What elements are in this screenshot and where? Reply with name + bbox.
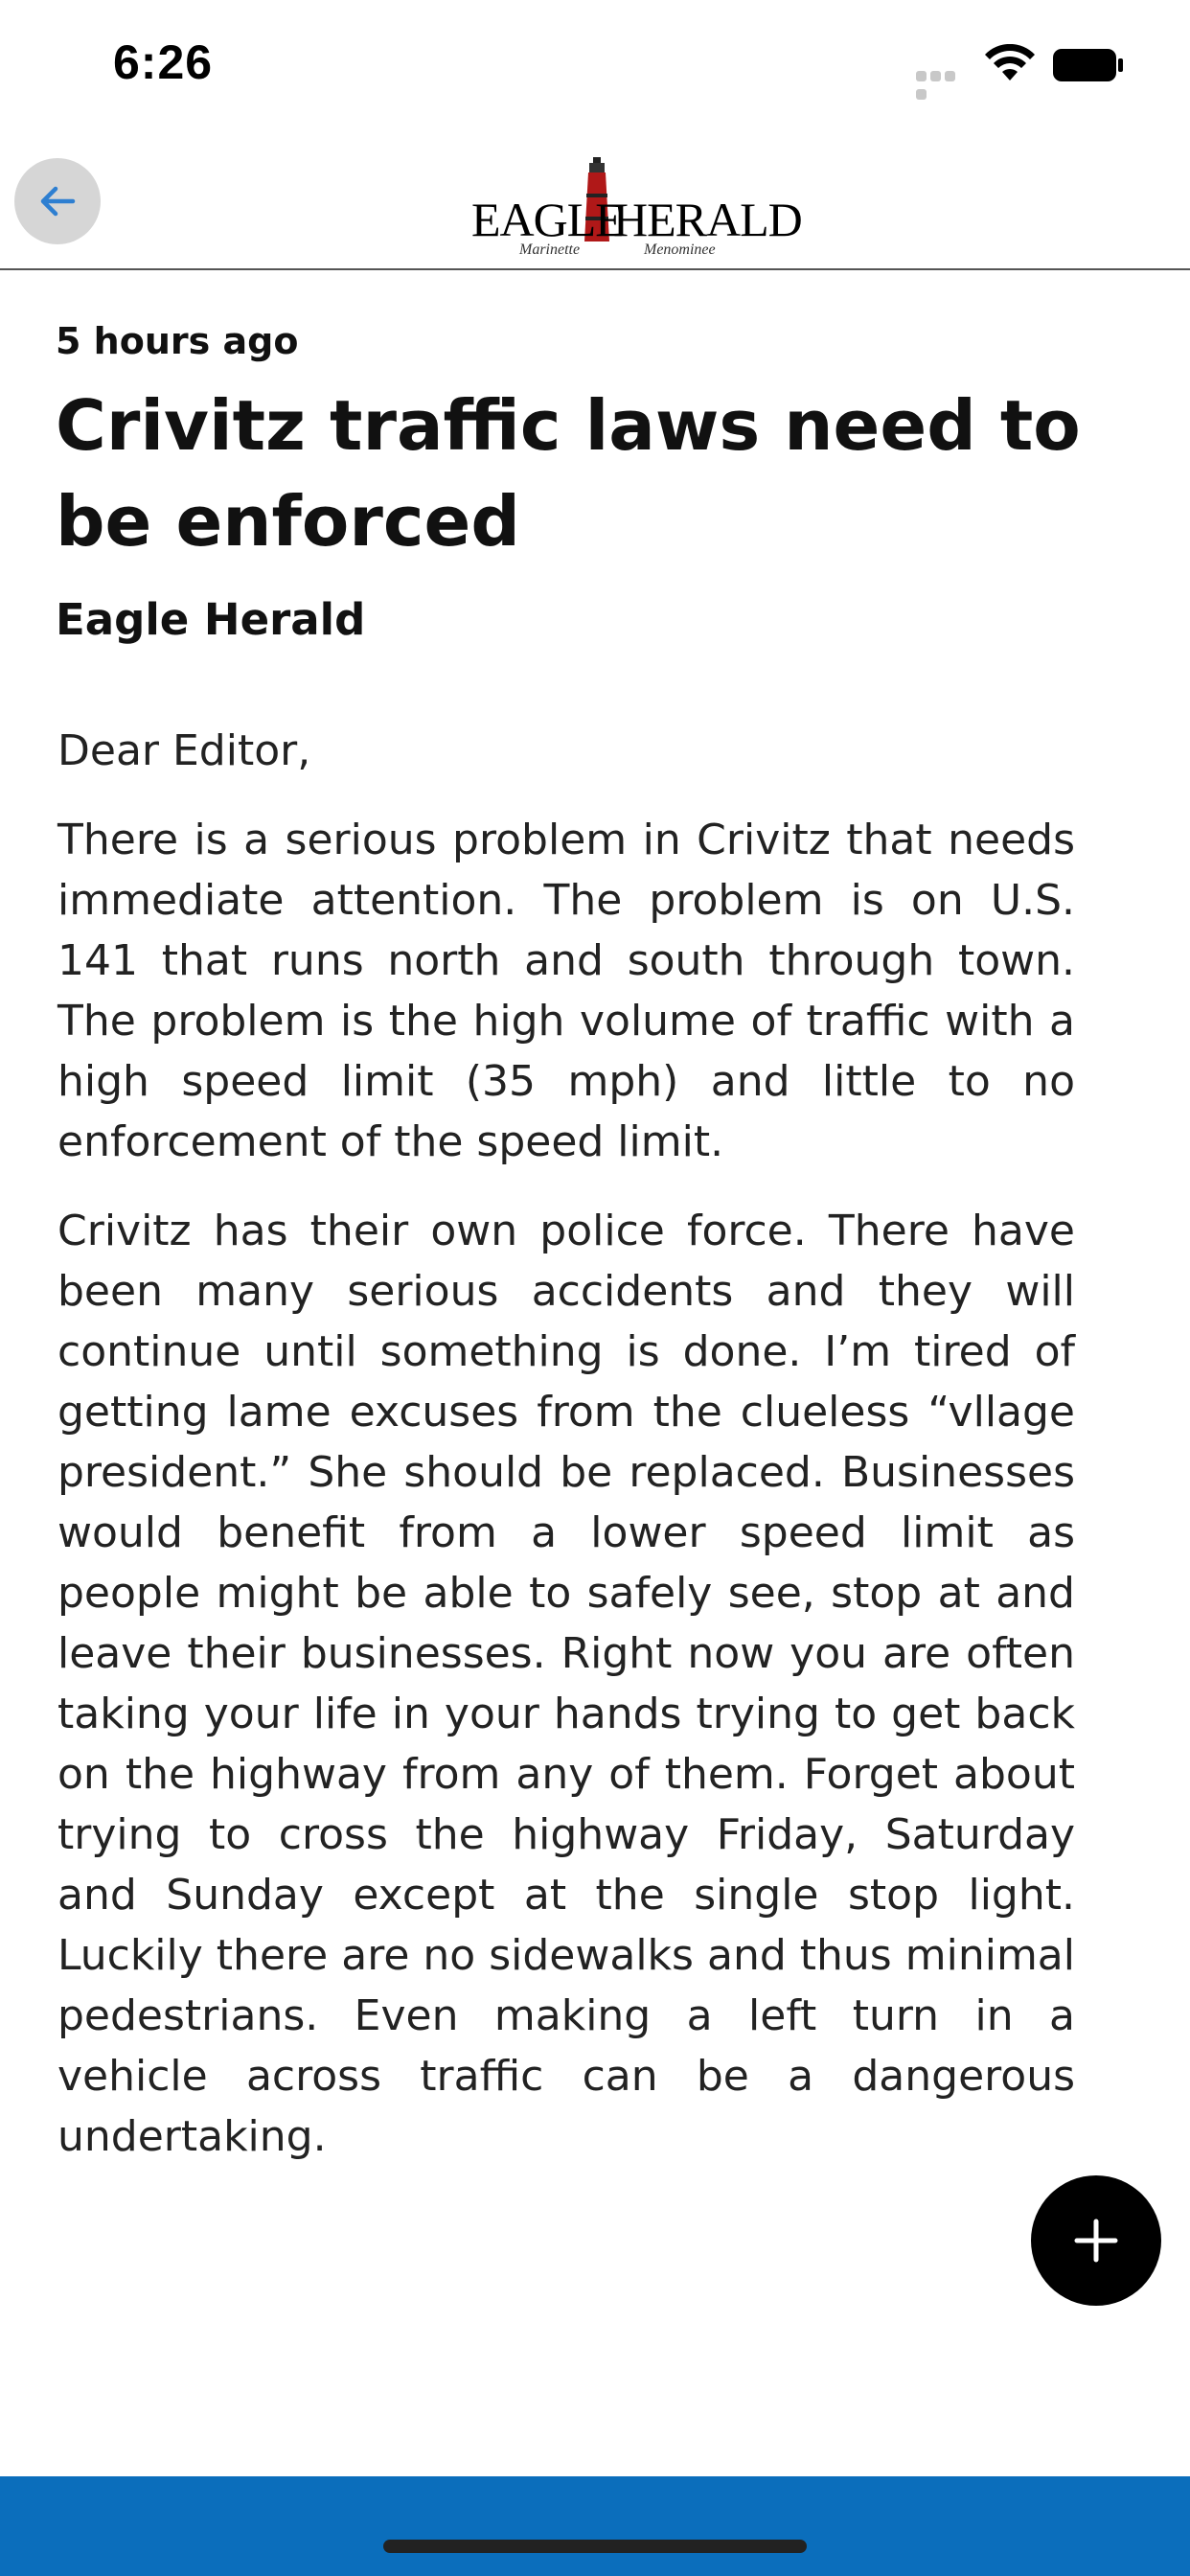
eagle-herald-logo bbox=[471, 155, 802, 258]
article-body bbox=[57, 721, 1075, 2196]
article-timestamp: 5 hours ago bbox=[56, 320, 299, 362]
wifi-icon bbox=[985, 44, 1035, 82]
article-byline: Eagle Herald bbox=[56, 594, 366, 645]
article-title: Crivitz traffic laws need to be enforced bbox=[56, 385, 1081, 562]
plus-icon bbox=[1073, 2218, 1119, 2264]
logo-subtitle-left: Marinette bbox=[519, 242, 581, 258]
logo-word-left: EAGLE bbox=[471, 193, 624, 246]
battery-icon bbox=[1052, 48, 1125, 82]
status-bar bbox=[0, 0, 1190, 134]
article-paragraph: There is a serious problem in Crivitz that needs immediate attention. The problem is on U.S. 141 that runs north and south through town. The problem is the high volume of traffic with a high speed limit (35 mph) and little to no enforcement of the speed limit. bbox=[57, 816, 1075, 1166]
article-paragraph: Crivitz has their own police force. There have been many serious accidents and they will continue until something is done. I’m tired of getting lame excuses from the clueless “vllage president.” She should be replaced. Businesses would benefit from a lower speed limit as people might be able to safely see, stop at and leave their businesses. Right now you are often taking your life in your hands trying to get back on the highway from any of them. Forget about trying to cross the highway Friday, Saturday and Sunday except at the single stop light. Luckily there are no sidewalks and thus minimal pedestrians. Even making a left turn in a vehicle across traffic can be a dangerous undertaking. bbox=[57, 1207, 1075, 2161]
article-salutation: Dear Editor, bbox=[57, 726, 311, 775]
back-button[interactable] bbox=[14, 158, 101, 244]
home-indicator[interactable] bbox=[383, 2540, 807, 2553]
app-header bbox=[0, 134, 1190, 270]
bottom-bar bbox=[0, 2476, 1190, 2576]
logo-word-right: HERALD bbox=[613, 193, 802, 246]
signal-icon bbox=[916, 67, 972, 80]
add-button[interactable] bbox=[1031, 2175, 1161, 2306]
arrow-left-icon bbox=[38, 184, 77, 218]
logo-subtitle-right: Menominee bbox=[644, 242, 716, 258]
status-time: 6:26 bbox=[113, 35, 214, 89]
